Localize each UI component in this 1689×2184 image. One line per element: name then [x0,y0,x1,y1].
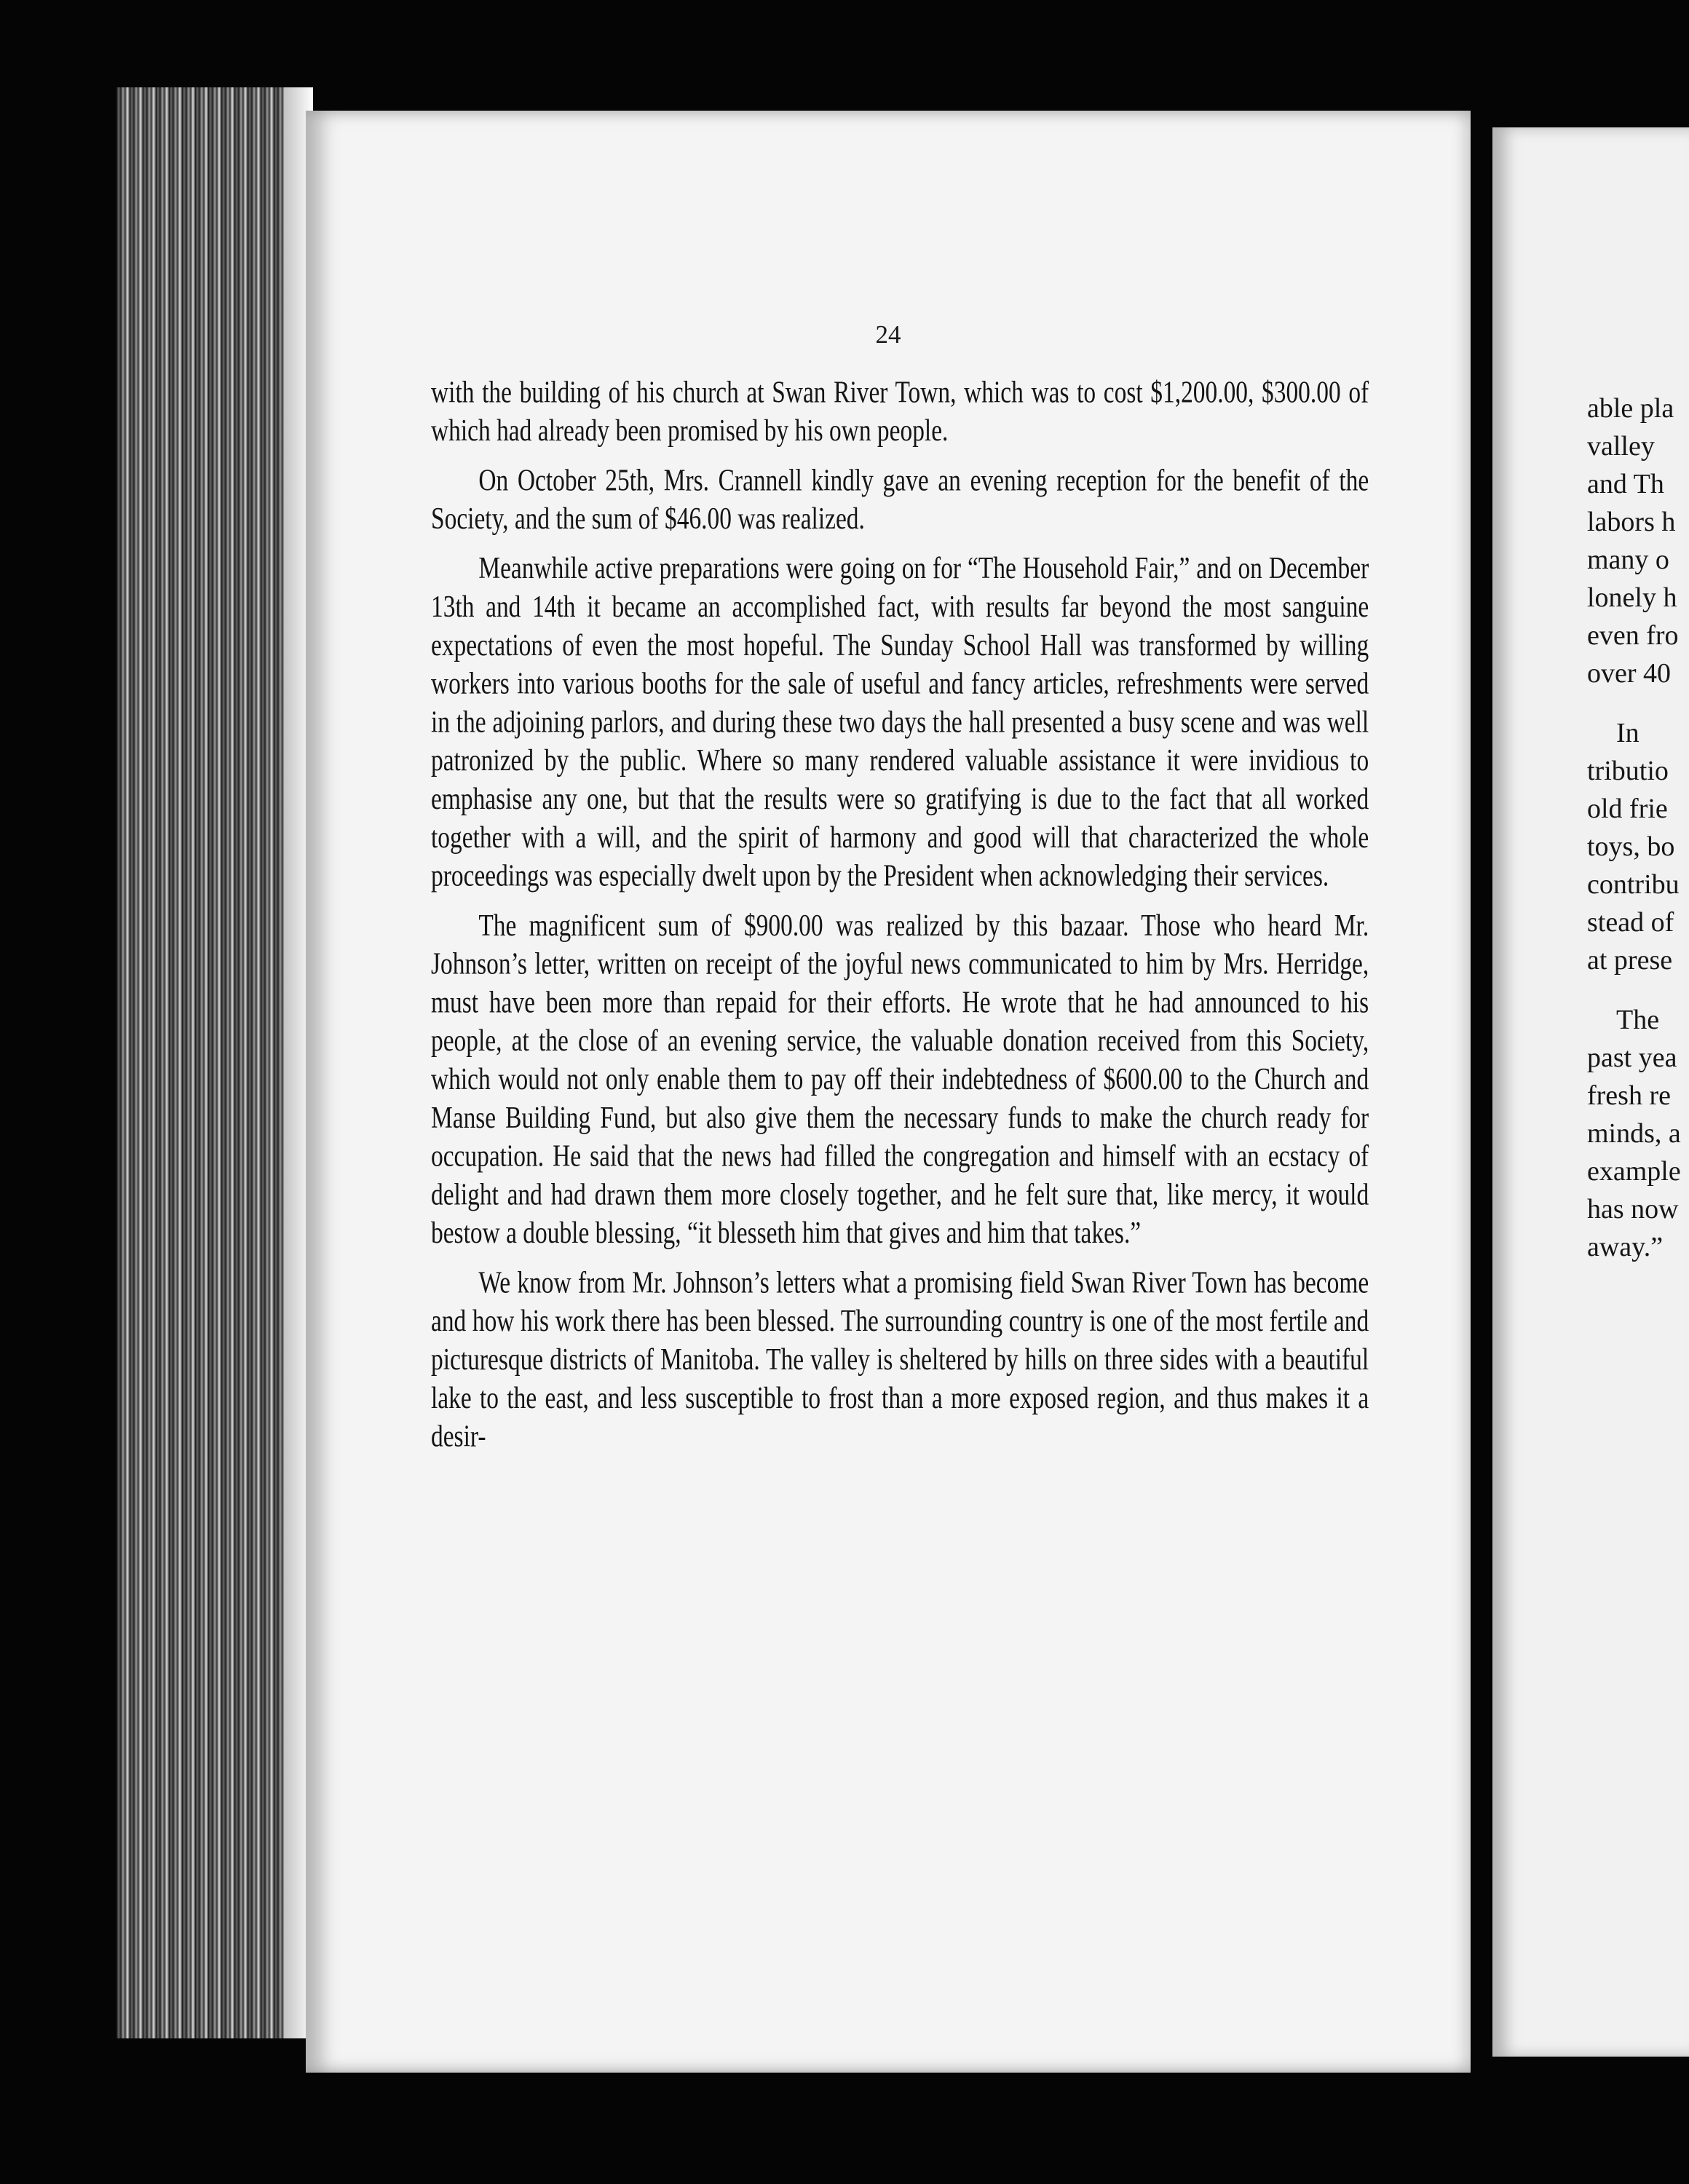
right-page-text [1587,389,1689,1266]
book-page-edges [116,87,313,2038]
right-line: lonely h [1587,582,1677,613]
right-line: contribu [1587,869,1680,900]
paragraph-4: The magnificent sum of $900.00 was realized by this bazaar. Those who heard Mr. Johnson’s letter, written on receipt of the joyful news communicated to him by Mrs. Herridge, must have been more than repaid for their efforts. He wrote that he had announced to his people, at the close of an evening service, the valuable donation received from this Society, which would not only enable them to pay off their indebtedness of $600.00 to the Church and Manse Building Fund, but also give them the necessary funds to make the church ready for occupation. He said that the news had filled the congregation and himself with an ecstacy of delight and had drawn them more closely together, and he felt sure that, like mercy, it would bestow a double blessing, “it blesseth him that gives and him that takes.” [431,908,1369,1250]
right-line: In [1616,718,1639,748]
right-line: over 40 [1587,658,1672,689]
right-line: even fro [1587,620,1679,651]
right-line: stead of [1587,907,1674,938]
right-line: tributio [1587,756,1669,786]
right-line: The [1616,1005,1660,1035]
right-line: and Th [1587,469,1664,499]
paragraph-3: Meanwhile active preparations were going on for “The Household Fair,” and on December 13th and 14th it became an accomplished fact, with results far beyond the most sanguine expectations of even the most hopeful. The Sunday School Hall was transformed by willing workers into various booths for the sale of useful and fancy articles, refreshments were served in the adjoining parlors, and during these two days the hall presented a busy scene and was well patronized by the public. Where so many rendered valuable assistance it were invidious to emphasise any one, but that the results were so gratifying is due to the fact that all worked together with a will, and the spirit of harmony and good will that characterized the whole proceedings was especially dwelt upon by the President when acknowledging their services. [431,550,1369,893]
right-line: able pla [1587,393,1674,424]
right-line: valley [1587,431,1655,462]
paragraph-1: with the building of his church at Swan River Town, which was to cost $1,200.00, $300.00 of which had already been promised by his own people. [431,374,1369,448]
right-page-partial [1492,127,1689,2057]
right-line: labors h [1587,507,1676,537]
right-line: at prese [1587,945,1673,976]
body-text [431,373,1369,1466]
right-line: past yea [1587,1042,1677,1073]
paragraph-5: We know from Mr. Johnson’s letters what a promising field Swan River Town has become and how his work there has been blessed. The surrounding country is one of the most fertile and picturesque districts of Manitoba. The valley is sheltered by hills on three sides with a beautiful lake to the east, and less susceptible to frost than a more exposed region, and thus makes it a desir- [431,1265,1369,1454]
right-line: old frie [1587,794,1668,824]
right-line: minds, a [1587,1118,1681,1149]
right-line: toys, bo [1587,831,1675,862]
left-page [306,111,1471,2073]
paragraph-2: On October 25th, Mrs. Crannell kindly gave an evening reception for the benefit of the Society, and the sum of $46.00 was realized. [431,462,1369,536]
right-line: example [1587,1156,1681,1187]
right-line: many o [1587,545,1669,575]
right-line: away.” [1587,1232,1664,1262]
right-line: has now [1587,1194,1679,1224]
right-line: fresh re [1587,1080,1671,1111]
page-number: 24 [875,320,901,349]
